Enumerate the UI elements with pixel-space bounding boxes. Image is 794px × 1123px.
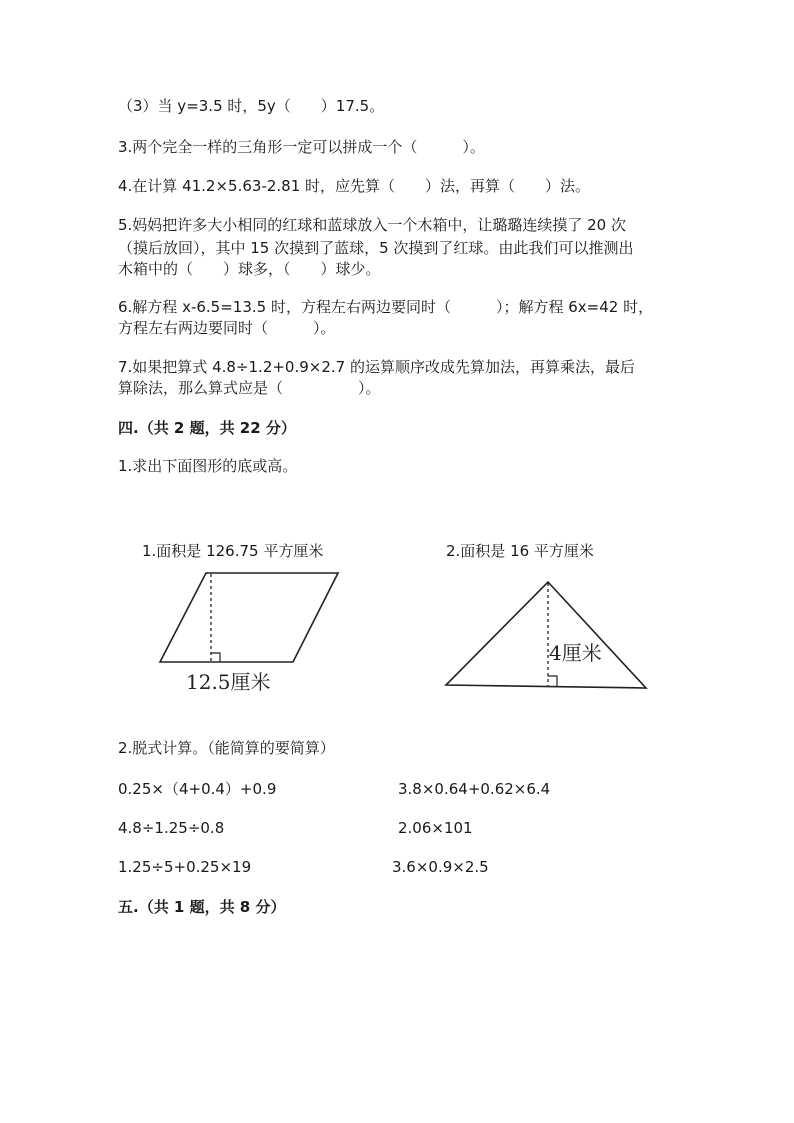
triangle-height-label: 4厘米 (549, 641, 602, 665)
section-5-heading: 五.（共 1 题，共 8 分） (118, 898, 286, 916)
question-4-2: 2.脱式计算。（能简算的要简算） (118, 739, 335, 757)
question-3-6-line-1: 6.解方程 x-6.5=13.5 时，方程左右两边要同时（ ）；解方程 6x=42 时， (118, 298, 654, 316)
question-3-3: 3.两个完全一样的三角形一定可以拼成一个（ ）。 (118, 138, 485, 156)
question-3-6-line-2: 方程左右两边要同时（ ）。 (118, 319, 336, 337)
question-3-part-3: （3）当 y=3.5 时，5y（ ）17.5。 (118, 97, 385, 115)
question-3-5-line-2: （摸后放回），其中 15 次摸到了蓝球，5 次摸到了红球。由此我们可以推测出 (118, 239, 634, 257)
calc-2-right: 2.06×101 (398, 819, 473, 837)
triangle-figure (436, 570, 656, 700)
question-3-7-line-1: 7.如果把算式 4.8÷1.2+0.9×2.7 的运算顺序改成先算加法，再算乘法，最后 (118, 358, 635, 376)
question-3-7-line-2: 算除法，那么算式应是（ ）。 (118, 379, 381, 397)
figure-1-caption: 1.面积是 126.75 平方厘米 (142, 542, 324, 560)
question-4-1: 1.求出下面图形的底或高。 (118, 457, 298, 475)
parallelogram-figure (150, 565, 350, 700)
calc-2-left: 4.8÷1.25÷0.8 (118, 819, 225, 837)
calc-1-left: 0.25×（4+0.4）+0.9 (118, 780, 277, 798)
section-4-heading: 四.（共 2 题，共 22 分） (118, 419, 296, 437)
calc-3-right: 3.6×0.9×2.5 (392, 858, 489, 876)
question-3-5-line-3: 木箱中的（ ）球多，（ ）球少。 (118, 260, 381, 278)
calc-1-right: 3.8×0.64+0.62×6.4 (398, 780, 551, 798)
figure-2-caption: 2.面积是 16 平方厘米 (446, 542, 594, 560)
question-3-5-line-1: 5.妈妈把许多大小相同的红球和蓝球放入一个木箱中，让璐璐连续摸了 20 次 (118, 216, 626, 234)
question-3-4: 4.在计算 41.2×5.63-2.81 时，应先算（ ）法，再算（ ）法。 (118, 177, 591, 195)
calc-3-left: 1.25÷5+0.25×19 (118, 858, 252, 876)
parallelogram-base-label: 12.5厘米 (186, 670, 271, 694)
